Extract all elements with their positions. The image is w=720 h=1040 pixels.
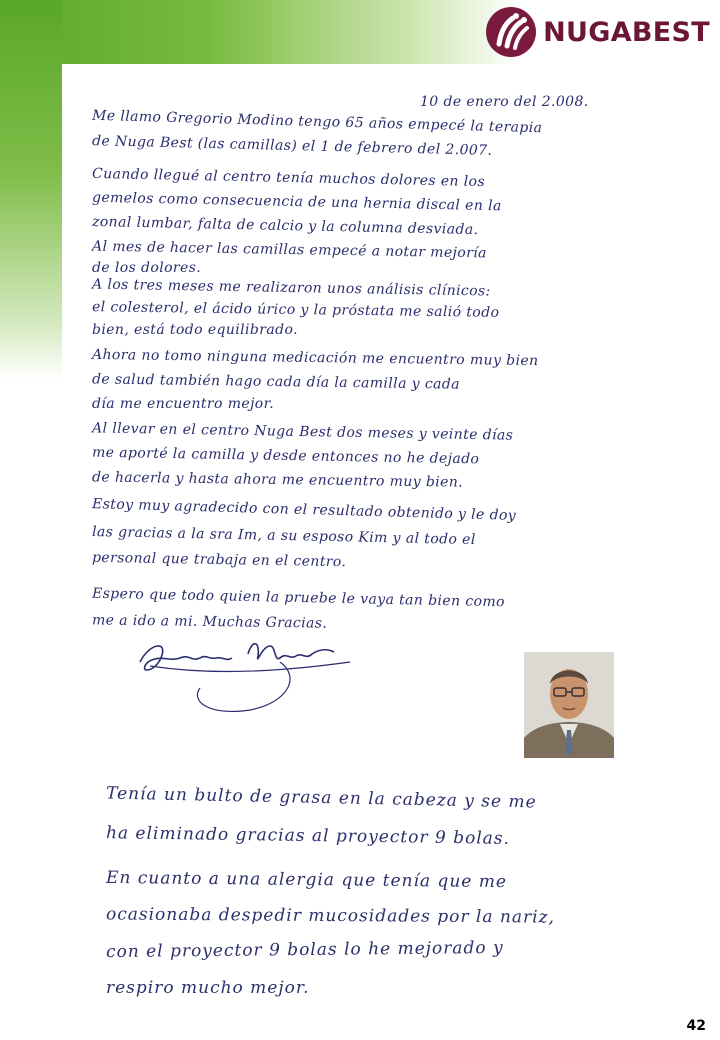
handwritten-signature — [130, 632, 370, 722]
letter-line: el colesterol, el ácido úrico y la próstata me salió todo — [91, 299, 500, 321]
side-green-band — [0, 0, 62, 380]
page-number: 42 — [686, 1018, 706, 1034]
letter-line: día me encuentro mejor. — [92, 396, 275, 412]
letter-line: personal que trabaja en el centro. — [91, 549, 347, 571]
letter-line: Estoy muy agradecido con el resultado obtenido y le doy — [91, 496, 517, 524]
note-line: respiro mucho mejor. — [106, 978, 310, 998]
note-line: ha eliminado gracias al proyector 9 bolas. — [105, 823, 511, 849]
letter-line: Al llevar en el centro Nuga Best dos meses y veinte días — [91, 420, 514, 444]
nugabest-logo-icon — [485, 6, 537, 58]
letter-line: de los dolores. — [92, 260, 202, 276]
portrait-illustration — [524, 652, 614, 758]
note-line: ocasionaba despedir mucosidades por la nariz, — [105, 904, 556, 928]
letter-line: de hacerla y hasta ahora me encuentro muy bien. — [91, 469, 464, 491]
brand-name: NUGABEST — [543, 16, 710, 48]
letter-line: Al mes de hacer las camillas empecé a notar mejoría — [91, 238, 488, 262]
letter-line: Me llamo Gregorio Modino tengo 65 años empecé la terapia — [91, 107, 543, 137]
letter-line: bien, está todo equilibrado. — [92, 322, 298, 338]
letter-line: de salud también hago cada día la camilla y cada — [91, 371, 461, 393]
note-line: Tenía un bulto de grasa en la cabeza y se me — [105, 783, 537, 813]
letter-line: Ahora no tomo ninguna medicación me encuentro muy bien — [91, 346, 539, 370]
letter-line: Cuando llegué al centro tenía muchos dolores en los — [91, 165, 486, 191]
letter-line: Espero que todo quien la pruebe le vaya tan bien como — [91, 585, 506, 611]
nugabest-logo — [485, 4, 710, 60]
letter-line: las gracias a la sra Im, a su esposo Kim y al todo el — [91, 523, 476, 549]
letter-line: A los tres meses me realizaron unos análisis clínicos: — [91, 276, 491, 300]
note-line: con el proyector 9 bolas lo he mejorado y — [105, 937, 504, 963]
letter-line: de Nuga Best (las camillas) el 1 de febrero del 2.007. — [91, 133, 493, 159]
letter-line: me aporté la camilla y desde entonces no he dejado — [91, 444, 480, 468]
portrait-photo — [524, 652, 614, 758]
letter-line: zonal lumbar, falta de calcio y la columna desviada. — [91, 213, 479, 239]
letter-line: me a ido a mi. Muchas Gracias. — [91, 612, 328, 632]
letter-date: 10 de enero del 2.008. — [420, 94, 589, 110]
note-line: En cuanto a una alergia que tenía que me — [105, 867, 508, 893]
header-green-band — [0, 0, 520, 64]
letter-line: gemelos como consecuencia de una hernia discal en la — [91, 189, 502, 215]
